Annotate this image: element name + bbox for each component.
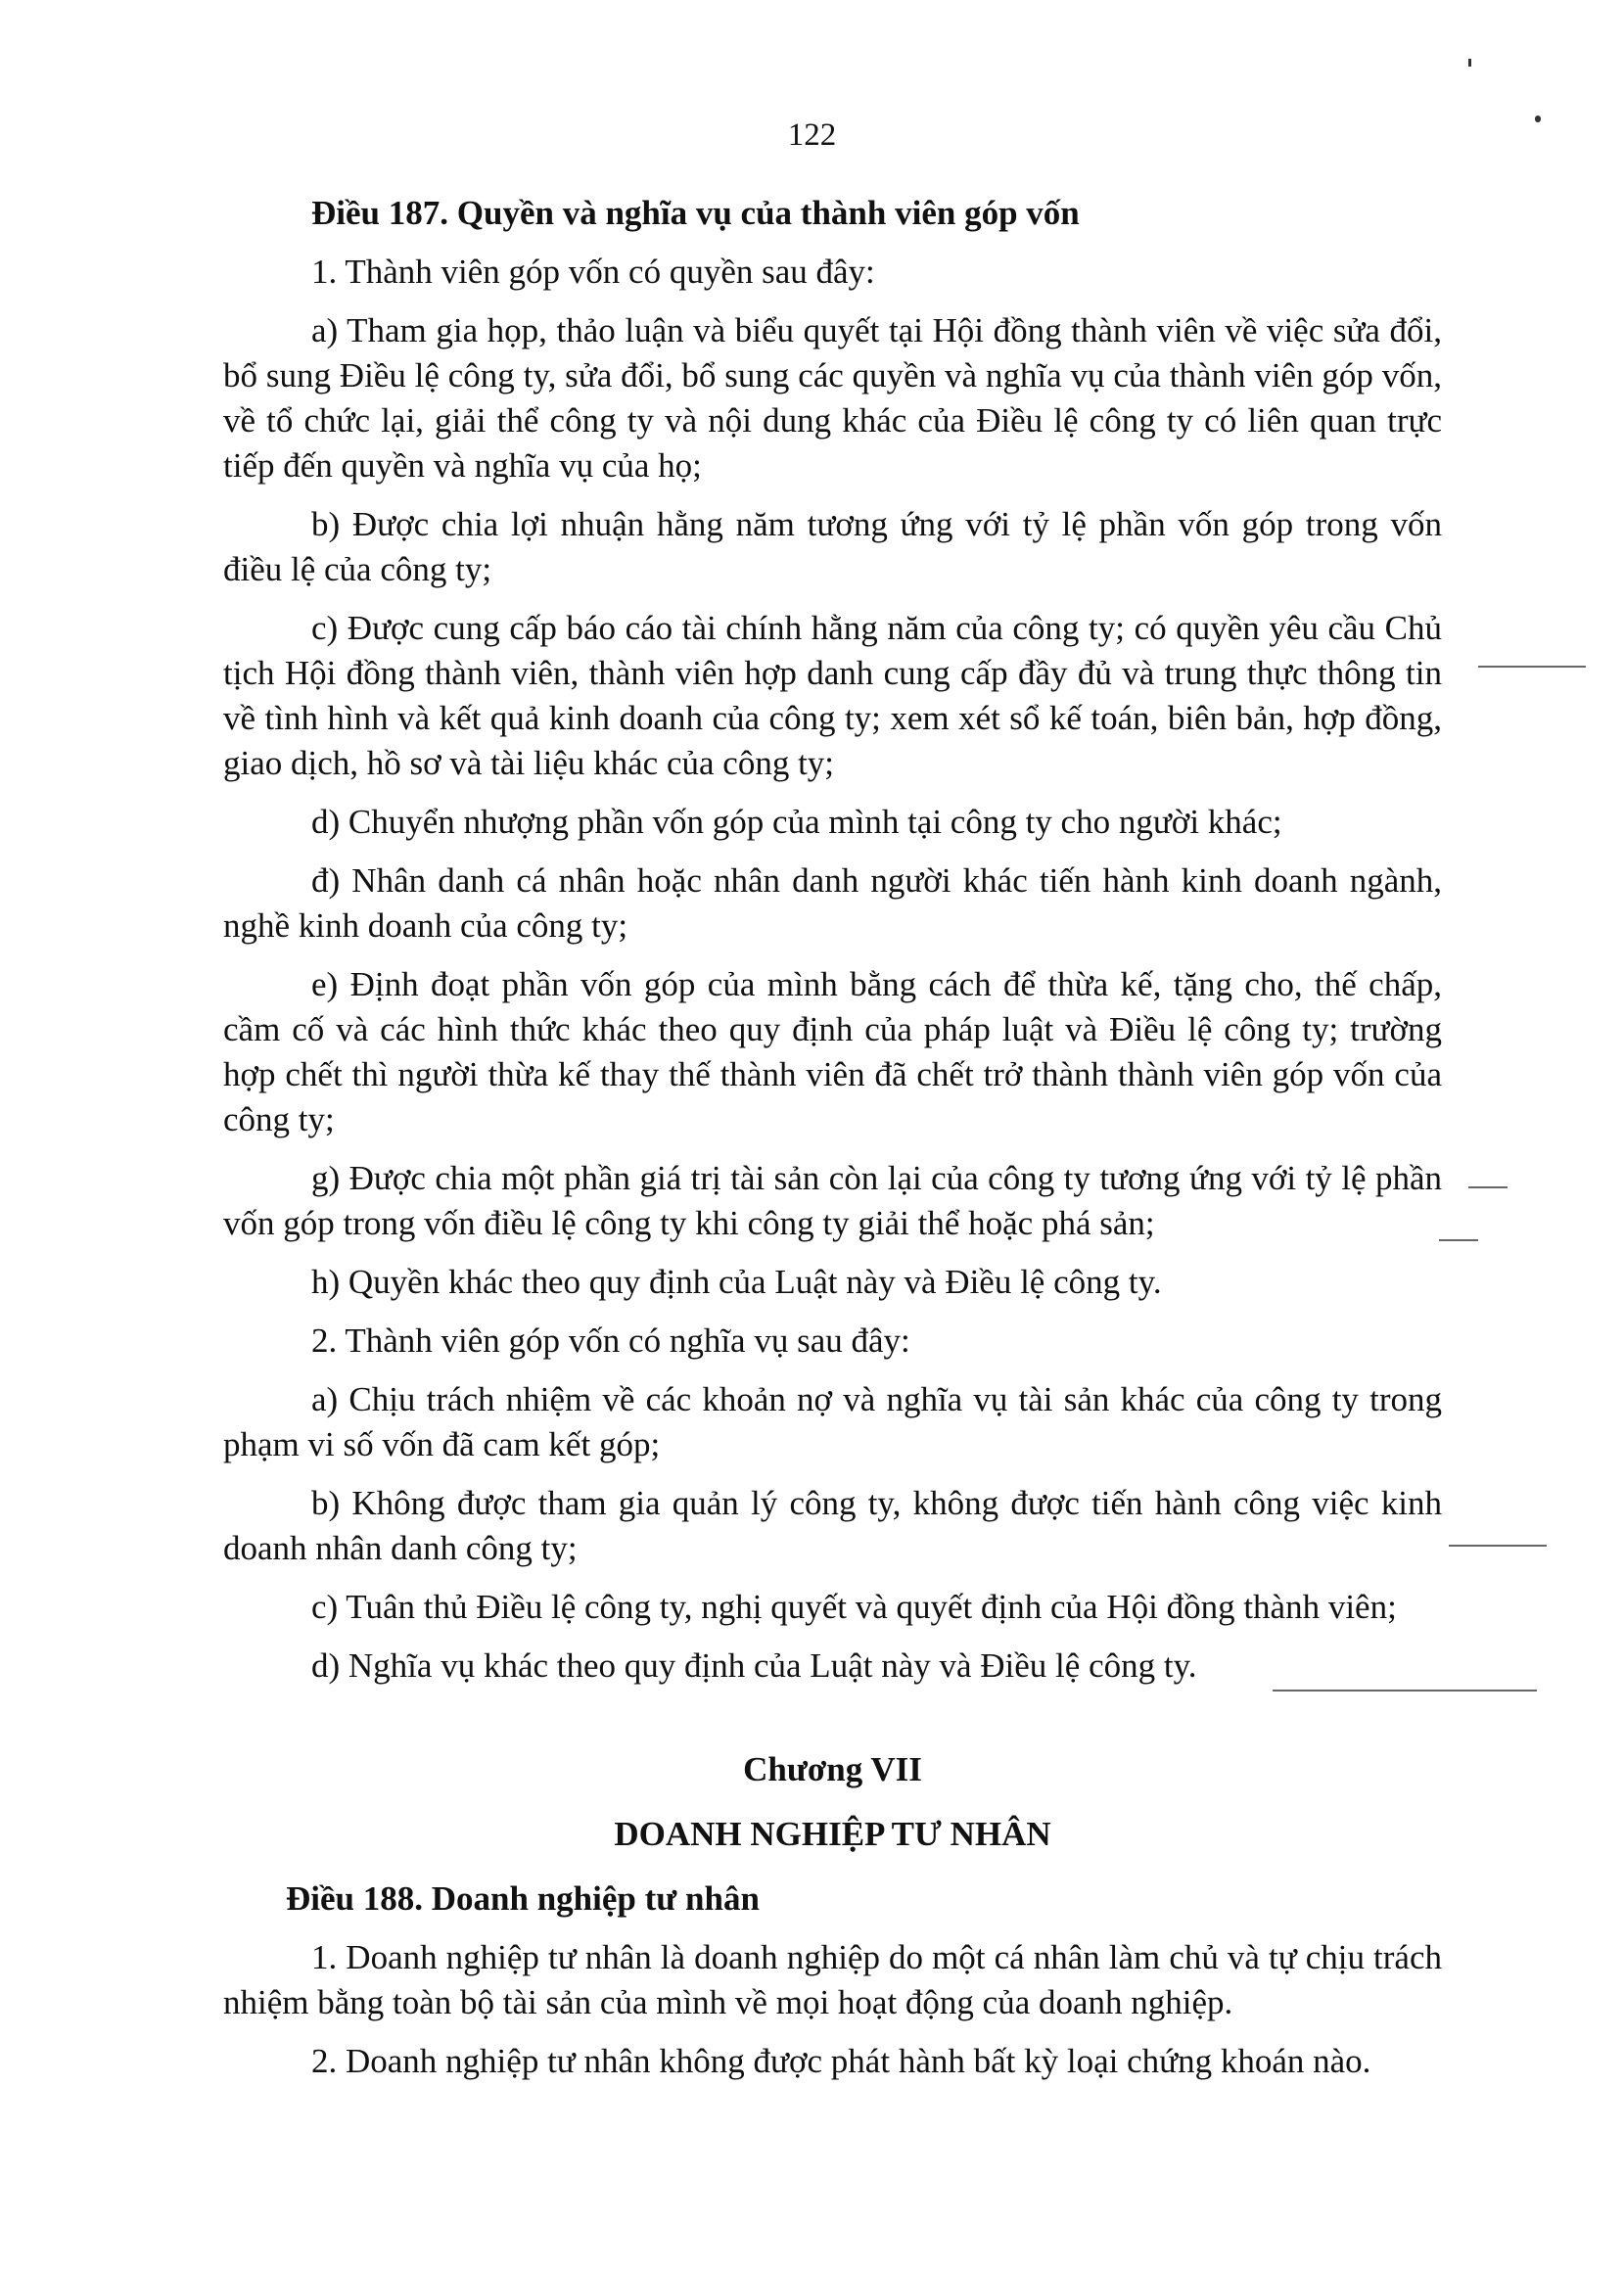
scan-dash-line bbox=[1468, 1186, 1508, 1188]
chapter-title: Chương VII bbox=[743, 1750, 922, 1788]
scan-dash-line bbox=[1273, 1690, 1537, 1692]
chapter-header bbox=[223, 1747, 1442, 1857]
article-187-duty-a: a) Chịu trách nhiệm về các khoản nợ và nghĩa vụ tài sản khác của công ty trong phạm vi số vốn đã cam kết góp; bbox=[223, 1380, 1442, 1463]
page-number: 122 bbox=[787, 117, 837, 153]
scan-dash-line bbox=[1439, 1239, 1478, 1241]
article-188-heading: Điều 188. Doanh nghiệp tư nhân bbox=[286, 1879, 760, 1918]
chapter-name: DOANH NGHIỆP TƯ NHÂN bbox=[614, 1815, 1051, 1853]
scan-dash-line bbox=[1478, 666, 1586, 668]
article-187-point-dd: đ) Nhân danh cá nhân hoặc nhân danh người khác tiến hành kinh doanh ngành, nghề kinh doanh của công ty; bbox=[223, 861, 1442, 945]
article-188-clause-2: 2. Doanh nghiệp tư nhân không được phát hành bất kỳ loại chứng khoán nào. bbox=[311, 2042, 1371, 2080]
article-187-point-h: h) Quyền khác theo quy định của Luật này và Điều lệ công ty. bbox=[311, 1263, 1162, 1301]
article-187-point-d: d) Chuyển nhượng phần vốn góp của mình tại công ty cho người khác; bbox=[311, 803, 1282, 841]
article-187-duty-c: c) Tuân thủ Điều lệ công ty, nghị quyết và quyết định của Hội đồng thành viên; bbox=[311, 1588, 1397, 1626]
article-188-clause-1: 1. Doanh nghiệp tư nhân là doanh nghiệp do một cá nhân làm chủ và tự chịu trách nhiệm bằng toàn bộ tài sản của mình về mọi hoạt động của doanh nghiệp. bbox=[223, 1938, 1442, 2021]
article-187-point-a: a) Tham gia họp, thảo luận và biểu quyết tại Hội đồng thành viên về việc sửa đổi, bổ sung Điều lệ công ty, sửa đổi, bổ sung các quyền và nghĩa vụ của thành viên góp vốn, về tổ chức lại, giải thể công ty và nội dung khác của Điều lệ công ty có liên quan trực tiếp đến quyền và nghĩa vụ của họ; bbox=[223, 311, 1442, 485]
article-187-point-b: b) Được chia lợi nhuận hằng năm tương ứng với tỷ lệ phần vốn góp trong vốn điều lệ của công ty; bbox=[223, 505, 1442, 588]
document-body bbox=[223, 191, 1442, 2098]
scan-dash-line bbox=[1449, 1545, 1547, 1547]
article-187-duty-d: d) Nghĩa vụ khác theo quy định của Luật này và Điều lệ công ty. bbox=[311, 1646, 1197, 1685]
article-187-point-g: g) Được chia một phần giá trị tài sản còn lại của công ty tương ứng với tỷ lệ phần vốn góp trong vốn điều lệ công ty khi công ty giải thể hoặc phá sản; bbox=[223, 1159, 1442, 1242]
article-187-point-c: c) Được cung cấp báo cáo tài chính hằng năm của công ty; có quyền yêu cầu Chủ tịch Hội đồng thành viên, thành viên hợp danh cung cấp đầy đủ và trung thực thông tin về tình hình và kết quả kinh doanh của công ty; xem xét sổ kế toán, biên bản, hợp đồng, giao dịch, hồ sơ và tài liệu khác của công ty; bbox=[223, 609, 1442, 782]
article-187-duty-b: b) Không được tham gia quản lý công ty, không được tiến hành công việc kinh doanh nhân danh công ty; bbox=[223, 1484, 1442, 1567]
scan-speck bbox=[1535, 116, 1541, 122]
article-187-clause-1: 1. Thành viên góp vốn có quyền sau đây: bbox=[311, 253, 875, 291]
article-187-point-e: e) Định đoạt phần vốn góp của mình bằng cách để thừa kế, tặng cho, thế chấp, cầm cố và các hình thức khác theo quy định của pháp luật và Điều lệ công ty; trường hợp chết thì người thừa kế thay thế thành viên đã chết trở thành thành viên góp vốn của công ty; bbox=[223, 965, 1442, 1138]
article-187-clause-2: 2. Thành viên góp vốn có nghĩa vụ sau đây: bbox=[311, 1321, 910, 1360]
scan-speck bbox=[1468, 59, 1471, 67]
article-187-heading: Điều 187. Quyền và nghĩa vụ của thành viên góp vốn bbox=[311, 194, 1080, 232]
